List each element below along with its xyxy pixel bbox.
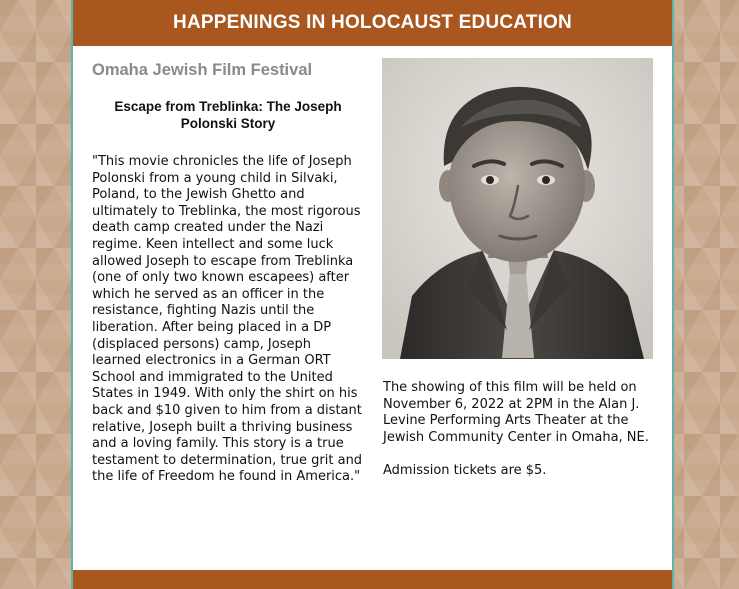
portrait-illustration [382, 58, 653, 359]
festival-title: Omaha Jewish Film Festival [92, 61, 313, 79]
footer-bar [73, 570, 672, 589]
header-title: HAPPENINGS IN HOLOCAUST EDUCATION [173, 12, 572, 33]
header-bar [73, 0, 672, 46]
admission-info: Admission tickets are $5. [383, 463, 547, 479]
film-description: "This movie chronicles the life of Joseph Polonski from a young child in Silvaki, Poland, to the Jewish Ghetto and ultimately to Treblinka, the most rigorous death camp created under the Nazi regime. Keen intellect and some luck allowed Joseph to escape from Treblinka (one of only two known escapees) after which he served as an officer in the resistance, fighting Nazis until the liberation. After being placed in a DP (displaced persons) camp, Joseph learned electronics in a German ORT School and immigrated to the United States in 1949. With only the shirt on his back and $10 given to him from a distant relative, Joseph built a thriving business and a loving family. This story is a true testament to determination, true grit and the life of Freedom he found in America." [92, 154, 363, 485]
newsletter-panel [71, 0, 674, 589]
portrait-photo [382, 58, 653, 359]
showing-details: The showing of this film will be held on November 6, 2022 at 2PM in the Alan J. Levine Performing Arts Theater at the Jewish Community Center in Omaha, NE. [383, 380, 649, 445]
film-title: Escape from Treblinka: The Joseph Polonski Story [114, 99, 342, 131]
event-details-column [383, 380, 655, 480]
article-text-column [92, 61, 364, 486]
